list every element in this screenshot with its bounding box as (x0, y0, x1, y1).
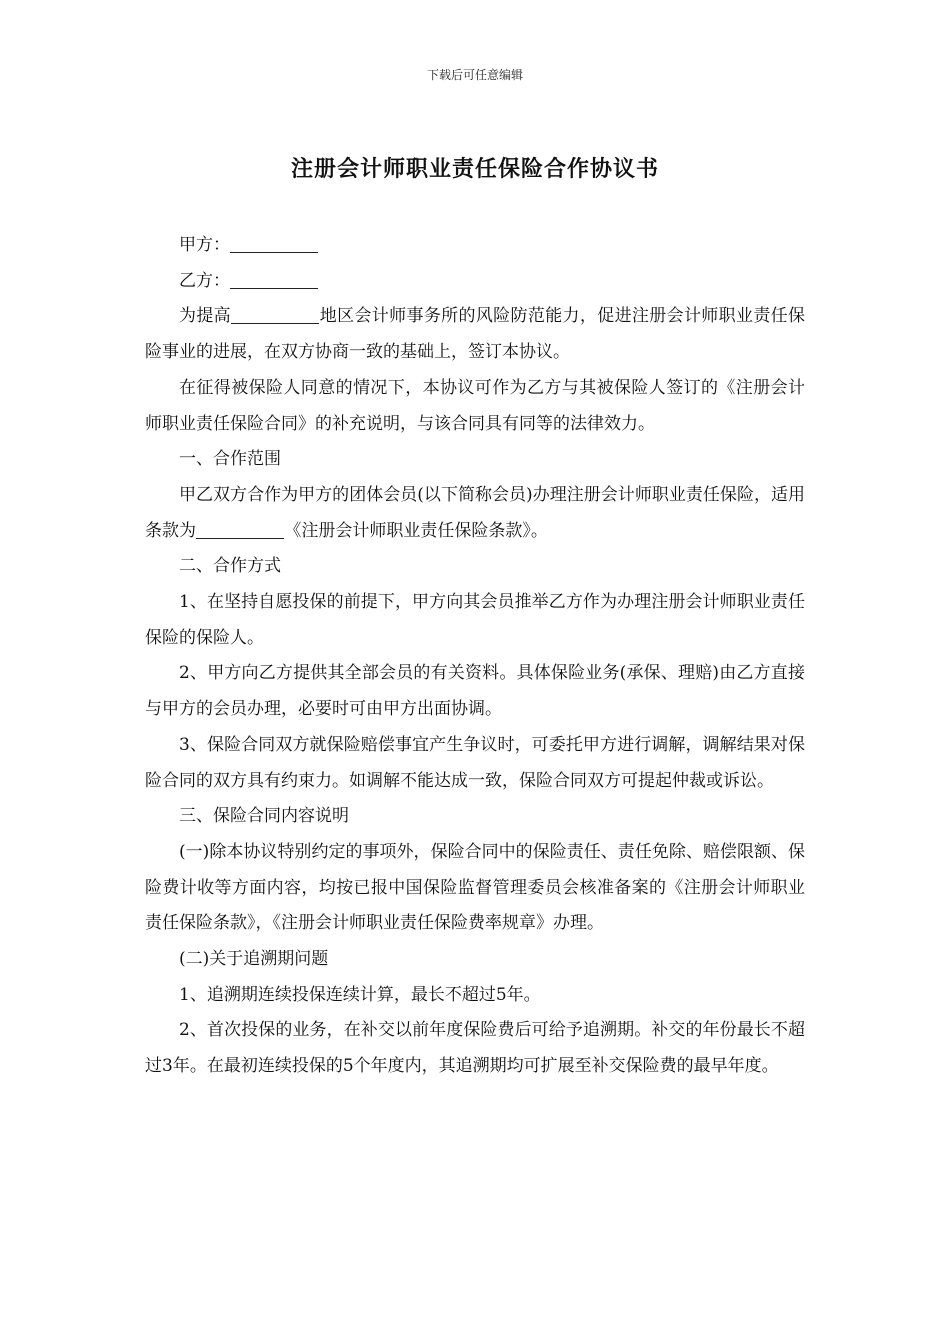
document-body (145, 228, 805, 1085)
party-a-line (145, 228, 805, 264)
section-1-text (145, 478, 805, 549)
intro-text-after: 地区会计师事务所的风险防范能力，促进注册会计师职业责任保险事业的进展，在双方协商一致的基础上，签订本协议。 (145, 306, 806, 363)
supplement-paragraph: 在征得被保险人同意的情况下，本协议可作为乙方与其被保险人签订的《注册会计师职业责任保险合同》的补充说明，与该合同具有同等的法律效力。 (145, 377, 805, 434)
section-3-item-1: 1、追溯期连续投保连续计算，最长不超过5年。 (179, 984, 541, 1005)
section-2-item-3: 3、保险合同双方就保险赔偿事宜产生争议时，可委托甲方进行调解，调解结果对保险合同的双方具有约束力。如调解不能达成一致，保险合同双方可提起仲裁或诉讼。 (145, 734, 805, 791)
s1-text-before: 甲乙双方合作为甲方的团体会员(以下简称会员)办理注册会计师职业责任保险，适用条款为 (145, 484, 805, 541)
section-2-item-2: 2、甲方向乙方提供其全部会员的有关资料。具体保险业务(承保、理赔)由乙方直接与甲方的会员办理，必要时可由甲方出面协调。 (145, 663, 805, 720)
section-1-heading: 一、合作范围 (179, 449, 281, 470)
s1-text-after: 《注册会计师职业责任保险条款》。 (284, 520, 548, 541)
section-3-item-2: 2、首次投保的业务，在补交以前年度保险费后可给予追溯期。补交的年份最长不超过3年。在最初连续投保的5个年度内，其追溯期均可扩展至补交保险费的最早年度。 (145, 1020, 805, 1077)
party-a-label: 甲方： (179, 235, 230, 255)
intro-text-before: 为提高 (179, 306, 232, 327)
clause-blank (196, 521, 284, 539)
party-b-blank (230, 271, 318, 289)
section-2-item-1: 1、在坚持自愿投保的前提下，甲方向其会员推举乙方作为办理注册会计师职业责任保险的保险人。 (145, 592, 805, 648)
party-a-blank (230, 235, 318, 253)
section-2-heading: 二、合作方式 (179, 556, 281, 577)
party-b-line (145, 264, 805, 300)
header-note: 下载后可任意编辑 (426, 68, 523, 82)
region-blank (231, 306, 319, 324)
party-b-label: 乙方： (179, 270, 230, 291)
section-3-subheading-2: (二)关于追溯期问题 (179, 949, 329, 970)
section-3-heading: 三、保险合同内容说明 (179, 806, 349, 827)
intro-paragraph (145, 299, 805, 370)
section-3-paragraph-1: (一)除本协议特别约定的事项外，保险合同中的保险责任、责任免除、赔偿限额、保险费计收等方面内容，均按已报中国保险监督管理委员会核准备案的《注册会计师职业责任保险条款》，《注册会计师职业责任保险费率规章》办理。 (145, 841, 805, 934)
document-title: 注册会计师职业责任保险合作协议书 (290, 157, 659, 182)
